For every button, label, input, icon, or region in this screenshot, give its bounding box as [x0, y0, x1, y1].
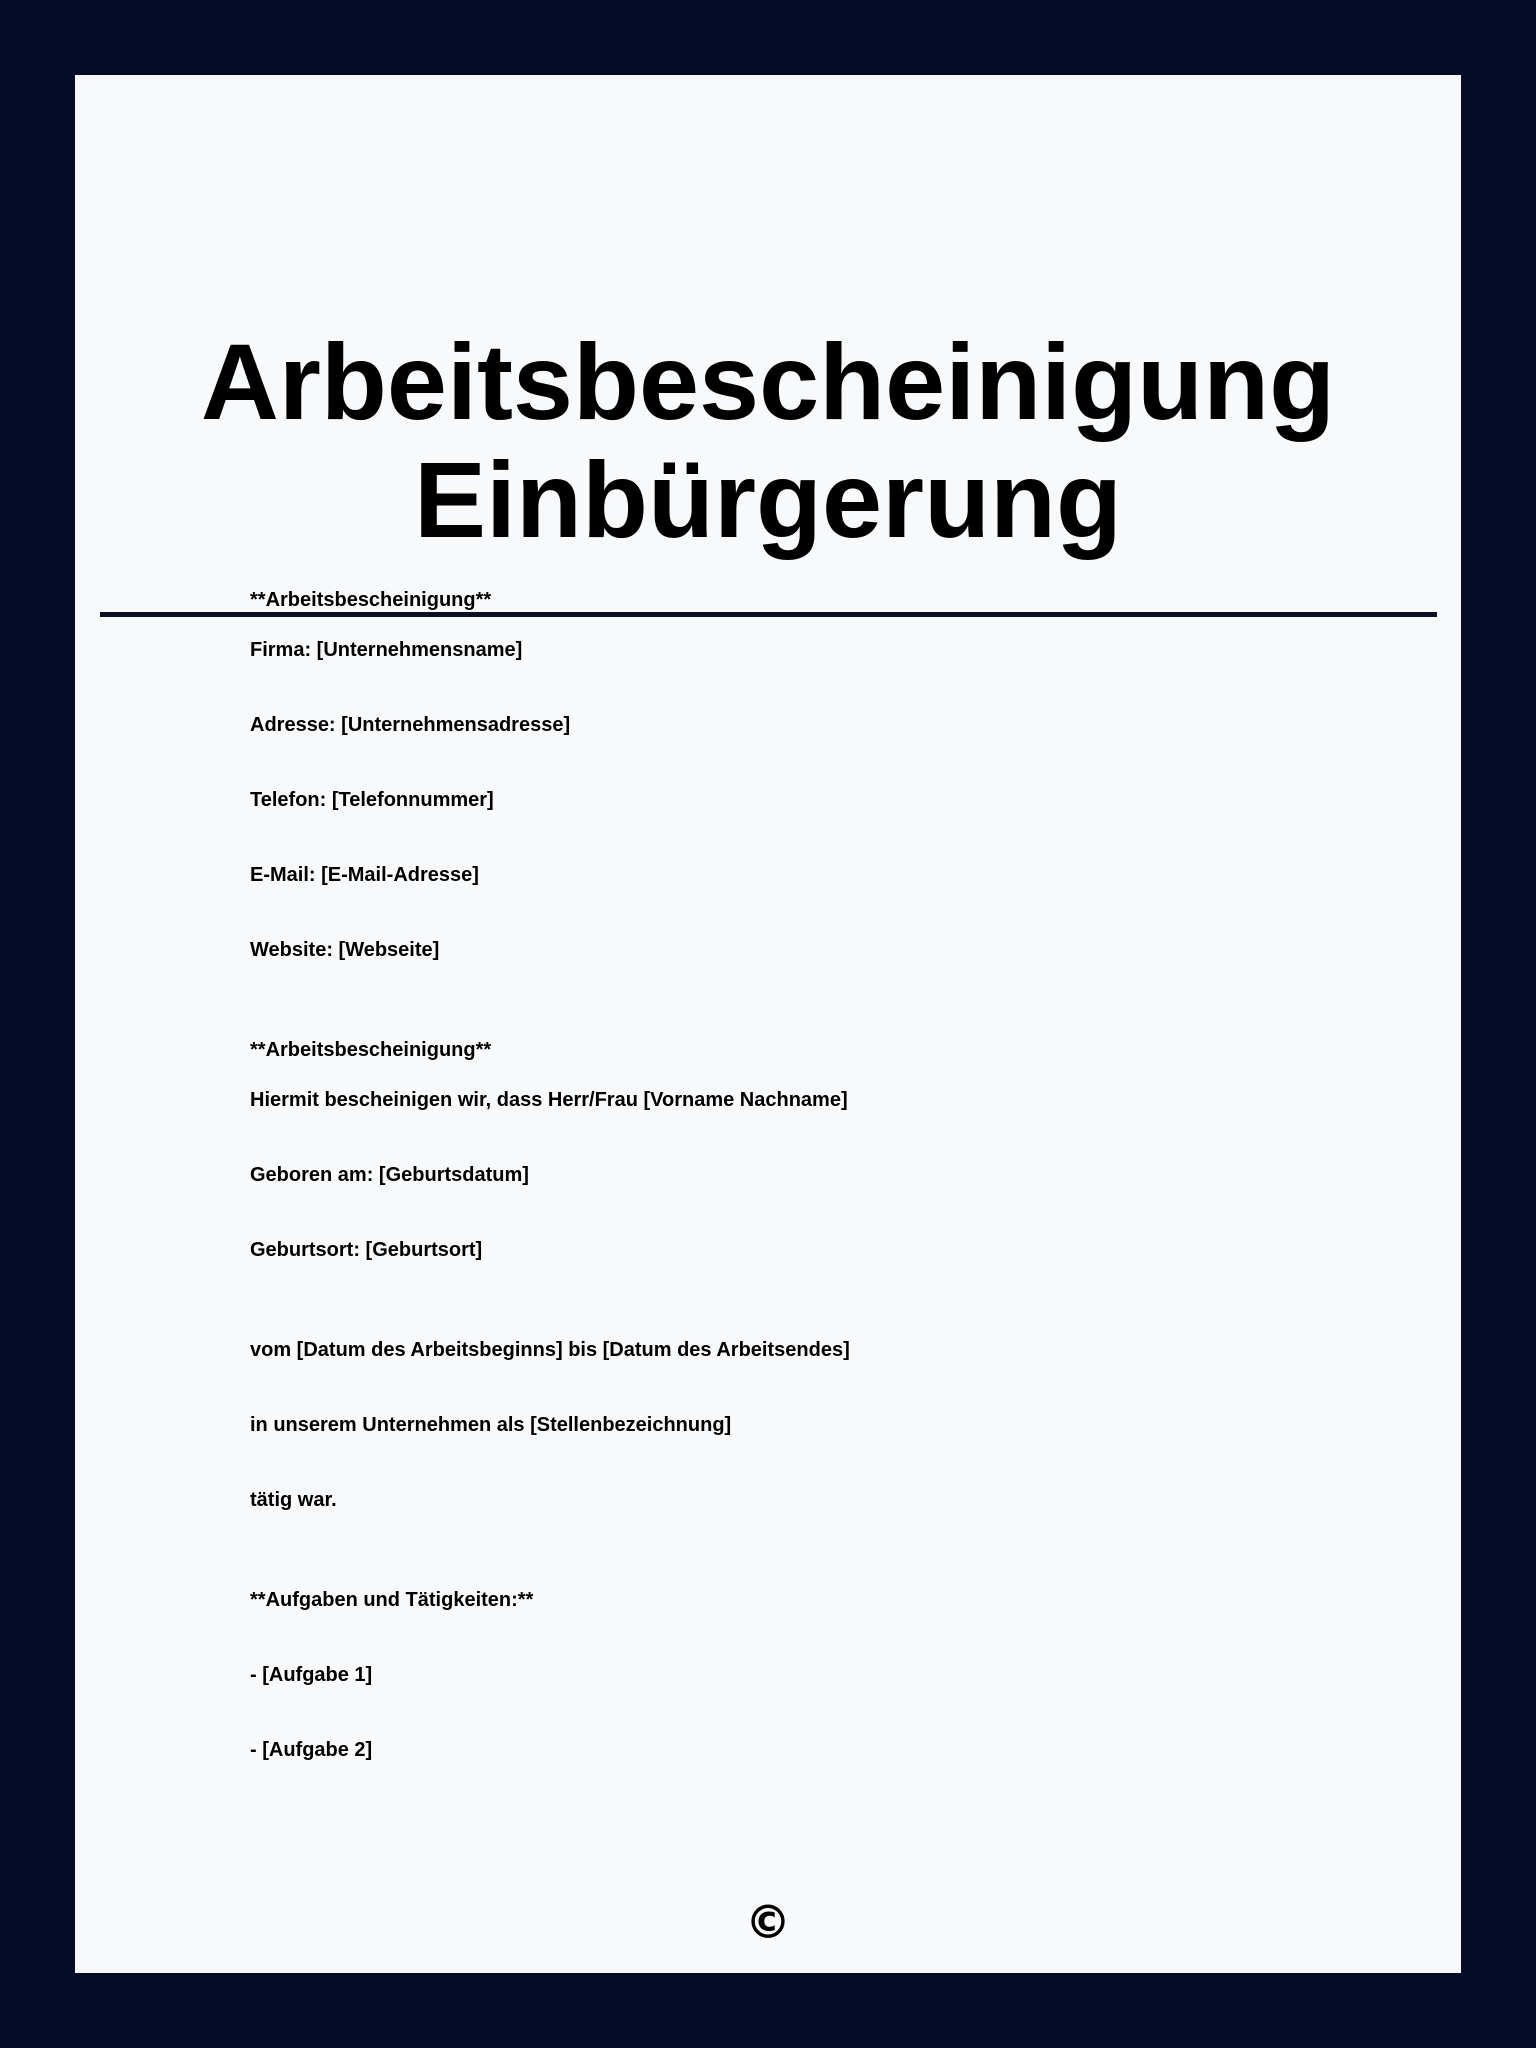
task-item-2: - [Aufgabe 2]: [250, 1739, 373, 1761]
birth-date-line: Geboren am: [Geburtsdatum]: [250, 1164, 529, 1186]
section-heading-certificate: **Arbeitsbescheinigung**: [250, 1039, 492, 1061]
task-item-1: - [Aufgabe 1]: [250, 1664, 373, 1686]
title-line-2: Einbürgerung: [414, 439, 1122, 560]
document-page: [75, 75, 1461, 1973]
copyright-icon: ©: [745, 1895, 791, 1949]
company-name-line: Firma: [Unternehmensname]: [250, 639, 523, 661]
company-website-line: Website: [Webseite]: [250, 939, 440, 961]
company-address-line: Adresse: [Unternehmensadresse]: [250, 714, 571, 736]
birth-place-line: Geburtsort: [Geburtsort]: [250, 1239, 483, 1261]
section-heading-tasks: **Aufgaben und Tätigkeiten:**: [250, 1589, 534, 1611]
company-phone-line: Telefon: [Telefonnummer]: [250, 789, 494, 811]
job-title-line: in unserem Unternehmen als [Stellenbezeichnung]: [250, 1414, 732, 1436]
section-heading-company: **Arbeitsbescheinigung**: [250, 589, 492, 611]
employment-closing-line: tätig war.: [250, 1489, 337, 1511]
title-line-1: Arbeitsbescheinigung: [200, 321, 1336, 442]
document-title: [75, 323, 1461, 559]
employment-period-line: vom [Datum des Arbeitsbeginns] bis [Datum des Arbeitsendes]: [250, 1339, 850, 1361]
title-divider: [100, 612, 1437, 617]
certificate-intro-line: Hiermit bescheinigen wir, dass Herr/Frau [Vorname Nachname]: [250, 1089, 848, 1111]
company-email-line: E-Mail: [E-Mail-Adresse]: [250, 864, 479, 886]
